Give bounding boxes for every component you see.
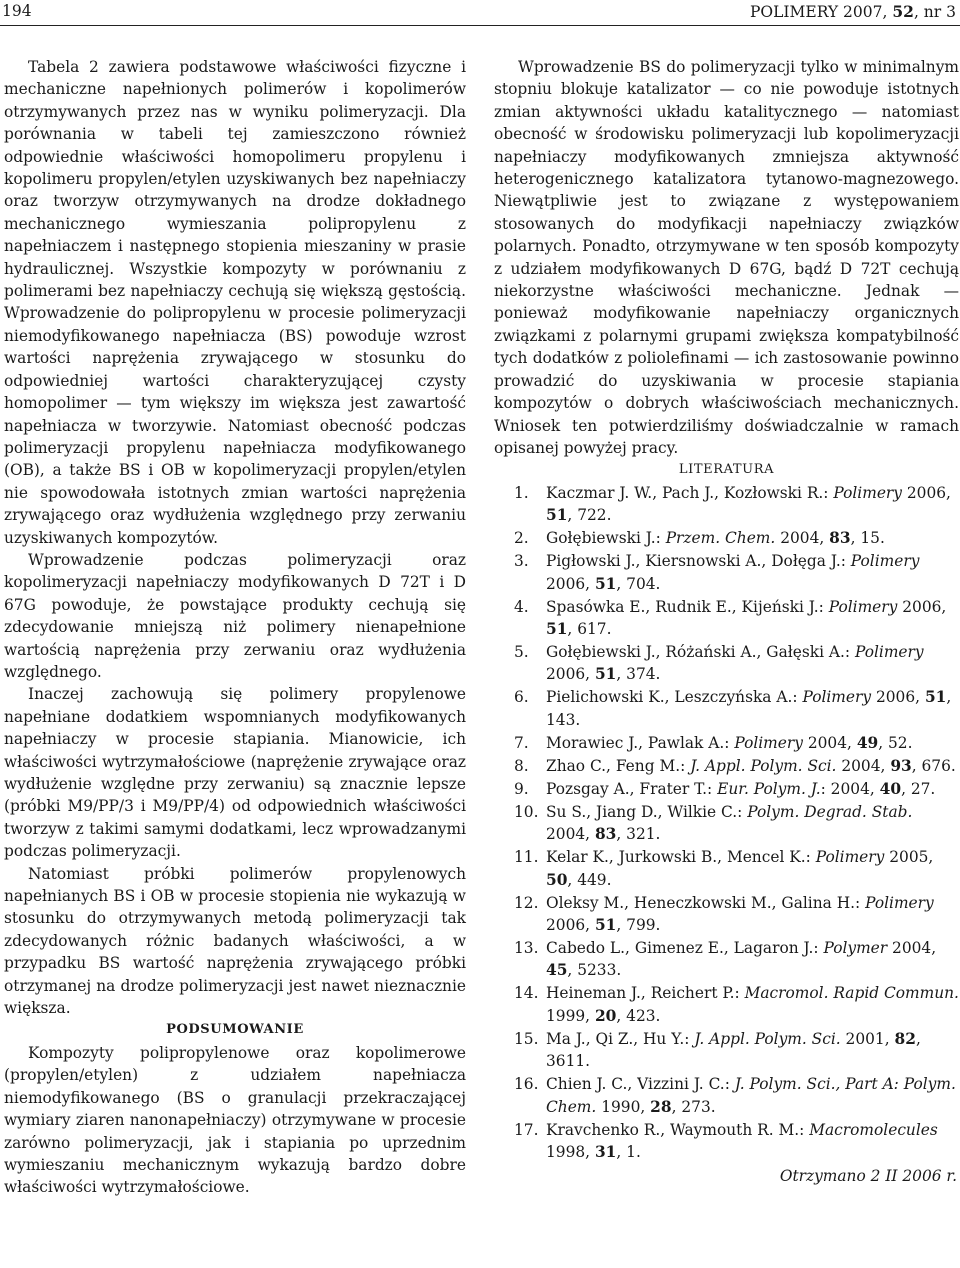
body-paragraph: Wprowadzenie podczas polimeryzacji oraz kopolimeryzacji napełniaczy modyfikowanych D 72T i D 67G powoduje, że powstające produkty cechują się zdecydowanie mniejszą niż polimery nienapełnione wartością naprężenia przy zerwaniu oraz wydłużenia względnego. bbox=[4, 550, 466, 681]
reference-volume: 82 bbox=[894, 1029, 916, 1048]
reference-authors: Zhao C., Feng M.: bbox=[546, 756, 691, 775]
reference-list bbox=[494, 482, 959, 1164]
reference-item bbox=[494, 596, 959, 641]
reference-item bbox=[494, 801, 959, 846]
reference-journal: J. Appl. Polym. Sci. bbox=[690, 756, 837, 775]
reference-number: 17. bbox=[514, 1120, 539, 1139]
reference-item bbox=[494, 1028, 959, 1073]
reference-journal: Polym. Degrad. Stab. bbox=[747, 802, 913, 821]
reference-journal: Polymer bbox=[823, 938, 888, 957]
reference-number: 15. bbox=[514, 1029, 539, 1048]
reference-volume: 40 bbox=[879, 779, 902, 798]
reference-authors: Cabedo L., Gimenez E., Lagaron J.: bbox=[546, 938, 824, 957]
reference-number: 16. bbox=[514, 1075, 539, 1094]
reference-journal: Polimery bbox=[854, 642, 924, 661]
journal-issue: , nr 3 bbox=[913, 3, 956, 21]
reference-journal: Polimery bbox=[815, 848, 885, 867]
reference-year: 1999, bbox=[546, 1006, 595, 1025]
reference-number: 13. bbox=[514, 938, 539, 957]
literature-heading: LITERATURA bbox=[678, 462, 775, 478]
reference-journal: J. Polym. Sci., Part A: Polym. Chem. bbox=[546, 1075, 956, 1116]
reference-authors: Heineman J., Reichert P.: bbox=[546, 984, 745, 1003]
reference-number: 7. bbox=[514, 733, 529, 752]
reference-volume: 51 bbox=[594, 915, 617, 934]
reference-item bbox=[494, 892, 959, 937]
reference-item bbox=[494, 982, 959, 1027]
reference-item bbox=[494, 686, 959, 731]
reference-year: 2006, bbox=[871, 688, 925, 707]
reference-number: 12. bbox=[514, 893, 539, 912]
reference-item bbox=[494, 482, 959, 527]
received-date: Otrzymano 2 II 2006 r. bbox=[779, 1167, 957, 1186]
reference-year: 2004, bbox=[802, 733, 857, 752]
reference-journal: Polimery bbox=[865, 893, 934, 912]
reference-journal: Eur. Polym. J. bbox=[717, 779, 821, 798]
reference-volume: 49 bbox=[856, 733, 879, 752]
reference-journal: Przem. Chem. bbox=[665, 529, 776, 548]
reference-authors: Ma J., Qi Z., Hu Y.: bbox=[546, 1029, 695, 1048]
reference-pages: , 704. bbox=[616, 574, 661, 593]
reference-journal: Polimery bbox=[802, 688, 872, 707]
reference-year: : 2004, bbox=[820, 779, 880, 798]
reference-year: 2004, bbox=[546, 825, 595, 844]
reference-pages: , 722. bbox=[567, 506, 612, 525]
reference-pages: , 273. bbox=[671, 1097, 716, 1116]
reference-authors: Pigłowski J., Kiersnowski A., Dołęga J.: bbox=[546, 552, 851, 571]
reference-journal: J. Appl. Polym. Sci. bbox=[694, 1029, 841, 1048]
reference-year: 2004, bbox=[887, 938, 937, 957]
reference-pages: , 15. bbox=[850, 529, 885, 548]
reference-item bbox=[494, 1119, 959, 1164]
reference-year: 2006, bbox=[546, 665, 595, 684]
reference-pages: , 423. bbox=[616, 1006, 661, 1025]
reference-authors: Su S., Jiang D., Wilkie C.: bbox=[546, 802, 748, 821]
body-paragraph: Tabela 2 zawiera podstawowe właściwości fizyczne i mechaniczne napełnionych polimerów i kopolimerów otrzymywanych przez nas w wyniku polimeryzacji. Dla porównania w tabeli tej zamieszczono również odpowiednie właściwości homopolimeru propylenu i kopolimeru propylen/etylen uzyskiwanych bez napełniaczy oraz tworzyw otrzymywanych na drodze dokładnego mechanicznego wymieszania polipropylenu z napełniaczem i następnego stopienia mieszaniny w prasie hydraulicznej. Wszystkie kompozyty w porównaniu z polimerami bez napełniaczy cechują się większą gęstością. Wprowadzenie do polipropylenu w procesie polimeryzacji niemodyfikowanego napełniacza (BS) powoduje wzrost wartości naprężenia zrywającego w stosunku do odpowiedniej wartości charakteryzującej czysty homopolimer — tym większy im większa jest zawartość napełniacza w tworzywie. Natomiast obecność podczas polimeryzacji propylenu napełniacza modyfikowanego (OB), a także BS i OB w kopolimeryzacji propylen/etylen nie spowodowała istotnych zmian wartości naprężenia zrywającego oraz wydłużenia względnego przy zerwaniu uzyskiwanych kompozytów. bbox=[4, 58, 466, 547]
reference-pages: , 799. bbox=[616, 915, 661, 934]
reference-volume: 20 bbox=[594, 1006, 617, 1025]
reference-pages: , 676. bbox=[911, 756, 956, 775]
reference-number: 14. bbox=[514, 984, 539, 1003]
reference-item bbox=[494, 755, 959, 777]
reference-year: 1998, bbox=[546, 1143, 595, 1161]
reference-authors: Chien J. C., Vizzini J. C.: bbox=[546, 1075, 735, 1094]
reference-number: 8. bbox=[514, 756, 529, 775]
reference-journal: Macromolecules bbox=[809, 1120, 938, 1139]
header-rule bbox=[0, 25, 960, 26]
reference-year: 2006, bbox=[546, 574, 595, 593]
reference-volume: 28 bbox=[650, 1097, 672, 1116]
reference-authors: Pielichowski K., Leszczyńska A.: bbox=[546, 688, 803, 707]
body-paragraph: Wprowadzenie BS do polimeryzacji tylko w minimalnym stopniu blokuje katalizator — co nie powoduje istotnych zmian aktywności układu katalitycznego — natomiast obecność w środowisku polimeryzacji lub kopolimeryzacji napełniaczy modyfikowanych zmniejsza aktywność heterogenicznego katalizatora tytanowo-magnezowego. Niewątpliwie jest to związane z występowaniem stosowanych do modyfikacji napełniaczy związków polarnych. Ponadto, otrzymywane w ten sposób kompozyty z udziałem modyfikowanych D 67G, bądź D 72T cechują niekorzystne właściwości mechaniczne. Jednak — ponieważ modyfikowanie napełniaczy organicznych związkami z polarnymi grupami zwiększa kompatybilność tych dodatków z poliolefinami — ich zastosowanie powinno prowadzić do uzyskiwania w procesie stapiania kompozytów o dobrych właściwościach mechanicznych. Wniosek ten potwierdziliśmy doświadczalnie w ramach opisanej powyżej pracy. bbox=[494, 58, 959, 457]
reference-item bbox=[494, 778, 959, 800]
reference-item bbox=[494, 641, 959, 686]
reference-volume: 93 bbox=[890, 756, 912, 775]
reference-journal: Polimery bbox=[833, 483, 902, 502]
reference-number: 2. bbox=[514, 529, 529, 548]
reference-authors: Morawiec J., Pawlak A.: bbox=[546, 733, 735, 752]
reference-journal: Polimery bbox=[734, 733, 803, 752]
right-column bbox=[494, 56, 959, 1188]
reference-item bbox=[494, 1073, 959, 1118]
reference-year: 2004, bbox=[836, 756, 891, 775]
reference-year: 2004, bbox=[775, 529, 830, 548]
reference-number: 11. bbox=[514, 848, 539, 867]
body-paragraph: Inaczej zachowują się polimery propylenowe napełniane dodatkiem wspomnianych modyfikowanych napełniaczy w procesie stapiania. Mianowicie, ich właściwości wytrzymałościowe (naprężenie zrywające oraz wydłużenie względne przy zerwaniu) są znacznie lepsze (próbki M9/PP/3 i M9/PP/4) od odpowiednich właściwości tworzyw z takimi samymi dodatkami, lecz wprowadzanymi podczas polimeryzacji. bbox=[4, 685, 466, 861]
reference-number: 6. bbox=[514, 688, 529, 707]
reference-authors: Pozsgay A., Frater T.: bbox=[546, 779, 718, 798]
reference-volume: 31 bbox=[594, 1143, 617, 1161]
reference-authors: Spasówka E., Rudnik E., Kijeński J.: bbox=[546, 597, 829, 616]
left-column bbox=[4, 56, 466, 1199]
reference-pages: , 27. bbox=[901, 779, 936, 798]
reference-pages: , 449. bbox=[567, 870, 612, 889]
reference-pages: , 1. bbox=[616, 1143, 641, 1161]
reference-authors: Kelar K., Jurkowski B., Mencel K.: bbox=[546, 848, 816, 867]
reference-item bbox=[494, 732, 959, 754]
reference-volume: 50 bbox=[546, 870, 568, 889]
reference-volume: 45 bbox=[546, 961, 568, 980]
journal-name: POLIMERY 2007, bbox=[749, 3, 893, 21]
summary-paragraph: Kompozyty polipropylenowe oraz kopolimerowe (propylen/etylen) z udziałem napełniacza niemodyfikowanego (BS o granulacji przekraczającej wymiary ziaren nanonapełniaczy) otrzymywane w procesie zarówno polimeryzacji, jak i stapiania po uprzednim wymieszaniu mechanicznym wykazują bardzo dobre właściwości wytrzymałościowe. bbox=[4, 1043, 466, 1197]
reference-year: 2006, bbox=[546, 915, 595, 934]
reference-volume: 51 bbox=[594, 574, 617, 593]
reference-volume: 51 bbox=[546, 619, 568, 638]
reference-journal: Polimery bbox=[828, 597, 898, 616]
reference-authors: Oleksy M., Heneczkowski M., Galina H.: bbox=[546, 893, 866, 912]
reference-pages: , 52. bbox=[878, 733, 913, 752]
reference-item bbox=[494, 846, 959, 891]
reference-number: 3. bbox=[514, 552, 529, 571]
reference-volume: 51 bbox=[924, 688, 947, 707]
reference-year: 2001, bbox=[840, 1029, 895, 1048]
running-header bbox=[750, 2, 956, 21]
reference-volume: 83 bbox=[594, 825, 617, 844]
reference-authors: Gołębiewski J., Różański A., Gałęski A.: bbox=[546, 642, 855, 661]
reference-number: 10. bbox=[514, 802, 539, 821]
summary-heading: PODSUMOWANIE bbox=[166, 1022, 304, 1038]
reference-number: 4. bbox=[514, 597, 529, 616]
reference-authors: Kaczmar J. W., Pach J., Kozłowski R.: bbox=[546, 483, 834, 502]
reference-pages: , 3611. bbox=[546, 1029, 921, 1071]
reference-number: 1. bbox=[514, 483, 529, 502]
journal-volume: 52 bbox=[892, 2, 914, 21]
reference-pages: , 321. bbox=[616, 825, 661, 844]
reference-item bbox=[494, 527, 959, 549]
reference-volume: 51 bbox=[594, 665, 617, 684]
reference-number: 5. bbox=[514, 642, 529, 661]
reference-authors: Gołębiewski J.: bbox=[546, 529, 666, 548]
reference-journal: Macromol. Rapid Commun. bbox=[744, 984, 959, 1003]
page-number: 194 bbox=[2, 2, 32, 20]
reference-year: 1990, bbox=[596, 1097, 651, 1116]
reference-pages: , 143. bbox=[546, 688, 952, 729]
reference-number: 9. bbox=[514, 779, 529, 798]
reference-journal: Polimery bbox=[850, 552, 920, 571]
reference-pages: , 374. bbox=[616, 665, 661, 684]
reference-pages: , 5233. bbox=[567, 961, 622, 980]
reference-volume: 83 bbox=[829, 529, 851, 548]
reference-year: 2006, bbox=[897, 597, 947, 616]
reference-year: 2005, bbox=[884, 848, 934, 867]
reference-year: 2006, bbox=[902, 483, 951, 502]
reference-volume: 51 bbox=[546, 506, 568, 525]
reference-item bbox=[494, 937, 959, 982]
reference-item bbox=[494, 550, 959, 595]
reference-authors: Kravchenko R., Waymouth R. M.: bbox=[546, 1120, 810, 1139]
body-paragraph: Natomiast próbki polimerów propylenowych napełnianych BS i OB w procesie stopienia nie wykazują w stosunku do otrzymywanych metodą polimeryzacji tak zdecydowanych różnic badanych właściwości, a w przypadku BS wartość naprężenia zrywającego próbki otrzymanej na drodze polimeryzacji jest nawet nieznacznie większa. bbox=[4, 864, 466, 1018]
reference-pages: , 617. bbox=[567, 619, 612, 638]
